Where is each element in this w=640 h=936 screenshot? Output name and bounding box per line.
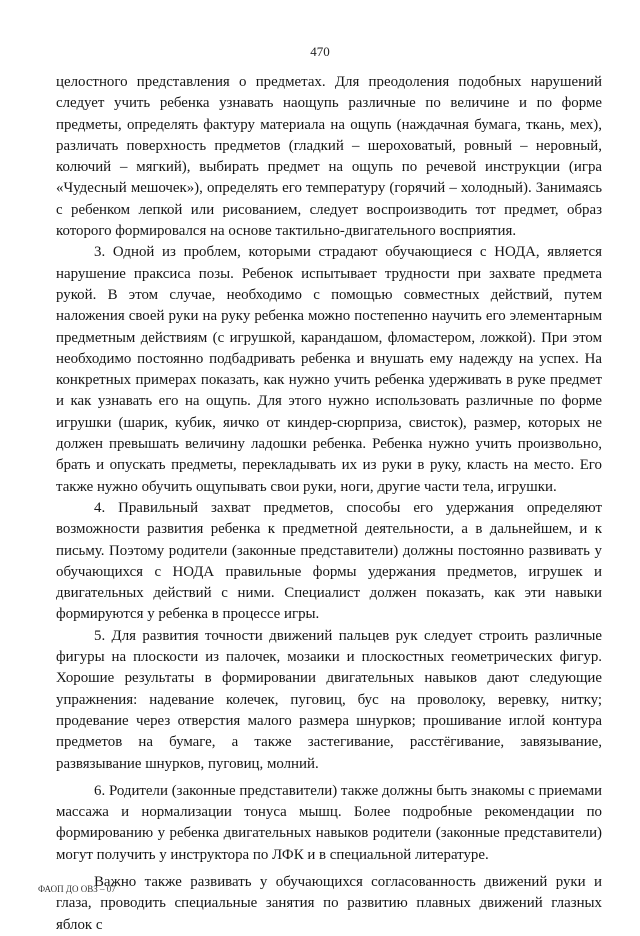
paragraph-continuation: целостного представления о предметах. Для преодоления подобных нарушений следует учить ребенка узнавать наощупь различные по величине и по форме предметы, определять фактуру материала на ощупь (наждачная бумага, ткань, мех), различать поверхность предметов (гладкий – шероховатый, ровный – неровный, колючий – мягкий), выбирать предмет на ощупь по речевой инструкции (игра «Чудесный мешочек»), определять его температуру (горячий – холодный). Занимаясь с ребенком лепкой или рисованием, следует воспроизводить тот предмет, образ которого формировался на основе тактильно-двигательного восприятия. bbox=[56, 74, 602, 240]
paragraph-6: 6. Родители (законные представители) также должны быть знакомы с приемами массажа и нормализации тонуса мышц. Более подробные рекомендации по формированию у ребенка двигательных навыков родители (законные представители) могут получить у инструктора по ЛФК и в специальной литературе. bbox=[56, 782, 602, 863]
footer-document-code: ФАОП ДО ОВЗ – 07 bbox=[38, 884, 116, 894]
paragraph-5: 5. Для развития точности движений пальцев рук следует строить различные фигуры на плоскости из палочек, мозаики и плоскостных геометрических фигур. Хорошие результаты в формировании двигательных навыков дают следующие упражнения: надевание колечек, пуговиц, бус на проволоку, веревку, нитку; продевание через отверстия малого размера шнурков; прошивание иглой контура предметов на бумаге, а также застегивание, расстёгивание, завязывание, развязывание шнурков, пуговиц, молний. bbox=[56, 627, 602, 772]
paragraph-3: 3. Одной из проблем, которыми страдают обучающиеся с НОДА, является нарушение праксиса позы. Ребенок испытывает трудности при захвате предмета рукой. В этом случае, необходимо с помощью совместных действий, путем наложения своей руки на руку ребенка можно постепенно научить его элементарным предметным действиям (с игрушкой, карандашом, фломастером, ложкой). При этом необходимо постоянно подбадривать ребенка и внушать ему надежду на успех. На конкретных примерах показать, как нужно учить ребенка удерживать в руке предмет и как узнавать его на ощупь. Для этого нужно использовать различные по форме игрушки (шарик, кубик, яичко от киндер-сюрприза, свисток), размер, которых не должен превышать величину ладошки ребенка. Ребенка нужно учить произвольно, брать и опускать предметы, перекладывать их из руки в руку, класть на место. Его также нужно обучить ощупывать свои руки, ноги, другие части тела, игрушки. bbox=[56, 244, 602, 495]
paragraph-4: 4. Правильный захват предметов, способы его удержания определяют возможности развития ребенка к предметной деятельности, а в дальнейшем, и к письму. Поэтому родители (законные представители) должны постоянно развивать у обучающихся с НОДА правильные формы удержания предметов, игрушек и двигательных действий с ними. Специалист должен показать, как эти навыки формируются у ребенка в процессе игры. bbox=[56, 499, 602, 623]
page-number: 470 bbox=[310, 44, 330, 59]
paragraph-eye-coordination: Важно также развивать у обучающихся согласованность движений руки и глаза, проводить специальные занятия по развитию плавных движений глазных яблок с bbox=[56, 873, 602, 933]
document-body bbox=[56, 72, 602, 936]
